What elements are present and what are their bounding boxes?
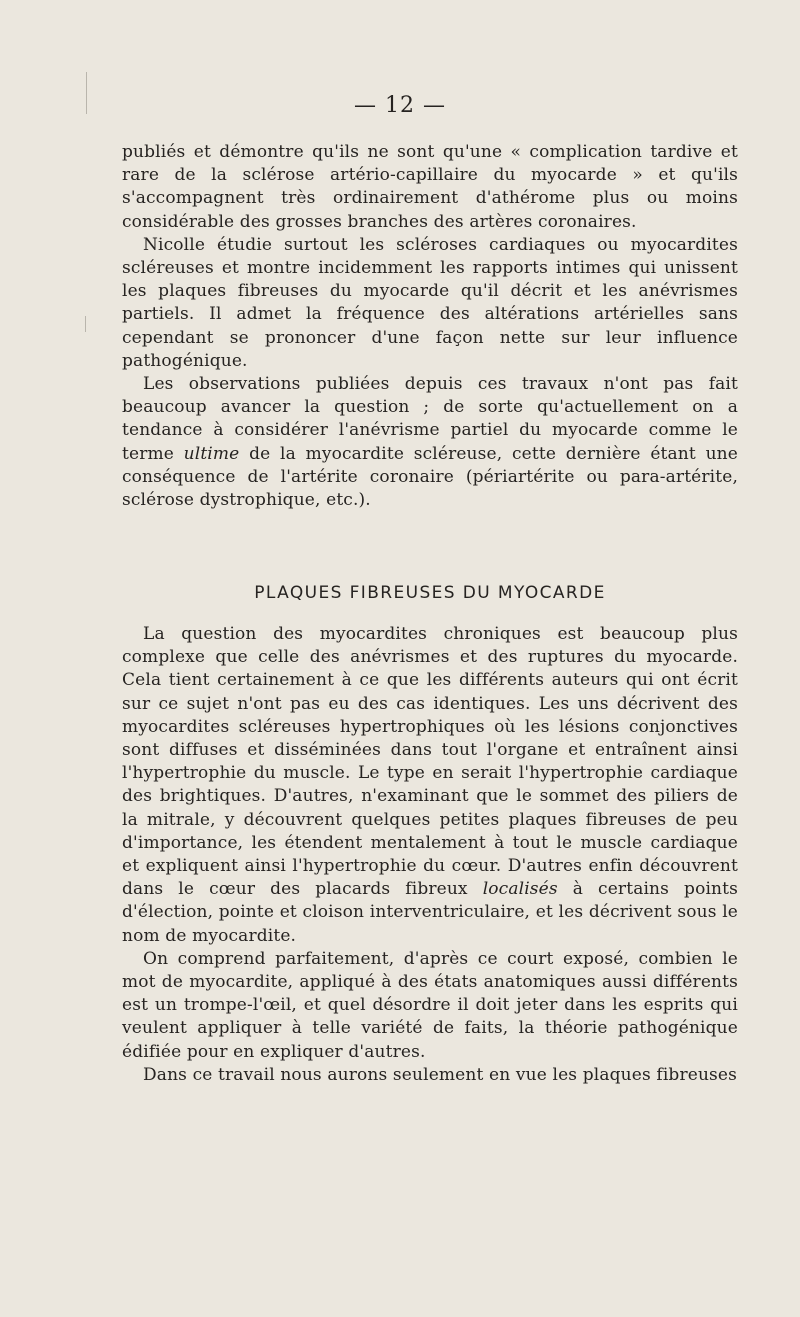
paragraph-text: publiés et démontre qu'ils ne sont qu'une « complication tardive et rare de la sclérose artério-capillaire du myocarde » et qu'ils s'accompagnent très ordinairement d'athérome plus ou moins considérable des grosses branches des artères coronaires.: [122, 142, 738, 232]
paragraph-text: Nicolle étudie surtout les scléroses cardiaques ou myocardites scléreuses et montre incidemment les rapports intimes qui unissent les plaques fibreuses du myocarde qu'il décrit et les anévrismes partiels. Il admet la fréquence des altérations artérielles sans cependant se prononcer d'une façon nette sur leur influence pathogénique.: [122, 234, 738, 371]
paragraph-text: On comprend parfaitement, d'après ce court exposé, combien le mot de myocardite, appliqué à des états anatomiques aussi différents est un trompe-l'œil, et quel désordre il doit jeter dans les esprits qui veulent appliquer à telle variété de faits, la théorie pathogénique édifiée pour en expliquer d'autres.: [122, 948, 738, 1062]
paragraph: [122, 234, 738, 373]
emphasized-word: ultime: [183, 443, 240, 464]
paragraph: [122, 373, 738, 512]
paragraph: [122, 623, 738, 948]
page-number: — 12 —: [354, 93, 446, 118]
paragraph: [122, 141, 738, 234]
paragraph-text: à certains points d'élection, pointe et cloison interventriculaire, et les décrivent sous le nom de myocardite.: [122, 879, 738, 946]
emphasized-word: localisés: [482, 879, 558, 900]
intro-text: [122, 141, 738, 512]
paragraph-text: de la myocardite scléreuse, cette dernière étant une conséquence de l'artérite coronaire (périartérite ou para-artérite, sclérose dystrophique, etc.).: [122, 443, 738, 511]
paragraph-text: Les observations publiées depuis ces travaux n'ont pas fait beaucoup avancer la question ; de sorte qu'actuellement on a tendance à considérer l'anévrisme partiel du myocarde comme le terme: [122, 374, 738, 464]
paragraph-text: La question des myocardites chroniques est beaucoup plus complexe que celle des anévrismes et des ruptures du myocarde. Cela tient certainement à ce que les différents auteurs qui ont écrit sur ce sujet n'ont pas eu des cas identiques. Les uns décrivent des myocardites scléreuses hypertrophiques où les lésions conjonctives sont diffuses et disséminées dans tout l'organe et entraînent ainsi l'hypertrophie du muscle. Le type en serait l'hypertrophie cardiaque des brightiques. D'autres, n'examinant que le sommet des piliers de la mitrale, y découvrent quelques petites plaques fibreuses de peu d'importance, les étendent mentalement à tout le muscle cardiaque et expliquent ainsi l'hypertrophie du cœur. D'autres enfin découvrent dans le cœur des placards fibreux: [122, 624, 738, 900]
paragraph: [122, 1064, 738, 1087]
section-text: [122, 623, 738, 1087]
page-edge-mark: [85, 316, 86, 332]
section-heading: PLAQUES FIBREUSES DU MYOCARDE: [254, 583, 606, 603]
paragraph-text: Dans ce travail nous aurons seulement en vue les plaques fibreuses: [143, 1064, 738, 1085]
paragraph: [122, 948, 738, 1064]
